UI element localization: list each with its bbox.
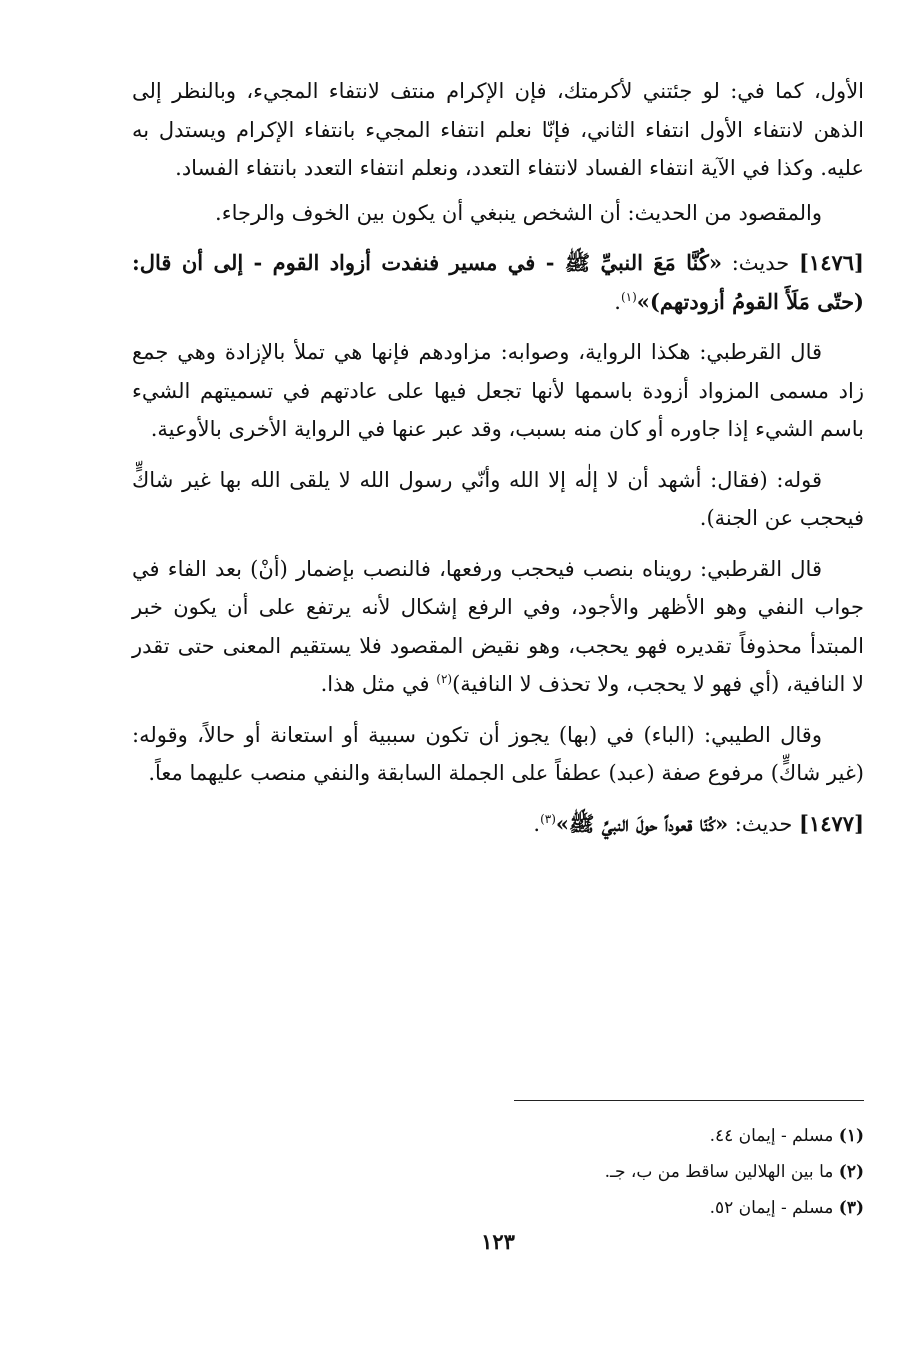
hadith-text: «كُنَّا مَعَ النبيِّ ﷺ - في مسير فنفدت أزواد القوم - إلى أن قال: (حتّى مَلَأَ القومُ أزودتهم)» bbox=[132, 250, 864, 314]
paragraph-intro: الأول، كما في: لو جئتني لأكرمتك، فإن الإكرام منتف لانتفاء المجيء، وبالنظر إلى الذهن لانتفاء الأول انتفاء الثاني، فإنّا نعلم انتفاء المجيء بانتفاء الإكرام ويستدل به عليه. وكذا في الآية انتفاء الفساد لانتفاء التعدد، ونعلم انتفاء التعدد بانتفاء الفساد. bbox=[132, 79, 864, 180]
footnote-2 bbox=[132, 1154, 864, 1190]
qurtubi-2-tail: في مثل هذا. bbox=[320, 672, 437, 696]
footnote-ref-3: (٣) bbox=[540, 811, 556, 826]
footnotes bbox=[132, 1118, 864, 1226]
paragraph-hadith-purpose: والمقصود من الحديث: أن الشخص ينبغي أن يكون بين الخوف والرجاء. bbox=[215, 200, 822, 225]
hadith-lead: حديث: bbox=[734, 811, 793, 836]
footnote-1 bbox=[132, 1118, 864, 1154]
page-number: ١٢٣ bbox=[481, 1229, 515, 1254]
paragraph-qurtubi-2 bbox=[132, 550, 864, 704]
footnote-ref-2: (٢) bbox=[436, 672, 453, 686]
page-body bbox=[132, 72, 864, 1254]
footnote-number: (١) bbox=[838, 1126, 864, 1146]
hadith-text: «كُنّا قعوداً حولَ النبيِّ ﷺ» bbox=[555, 810, 729, 836]
footnote-number: (٢) bbox=[838, 1162, 864, 1182]
footnote-text: ما بين الهلالين ساقط من ب، جـ. bbox=[604, 1162, 834, 1182]
hadith-number: [١٤٧٧] bbox=[799, 810, 864, 836]
hadith-end: . bbox=[614, 289, 621, 314]
hadith-number: [١٤٧٦] bbox=[798, 250, 864, 275]
hadith-end: . bbox=[533, 811, 541, 836]
paragraph-qurtubi-1: قال القرطبي: هكذا الرواية، وصوابه: مزاودهم فإنها هي تملأ بالإزادة وهي جمع زاد مسمى المزواد أزودة باسمها لأنها تجعل فيها على عادتهم في تسميتهم الشيء باسم الشيء إذا جاوره أو كان منه بسبب، وقد عبر عنها في الرواية الأخرى بالأوعية. bbox=[132, 340, 864, 441]
paragraph-tibi: وقال الطيبي: (الباء) في (بها) يجوز أن تكون سببية أو استعانة أو حالاً، وقوله: (غير شاكٍّ) مرفوع صفة (عبد) عطفاً على الجملة السابقة والنفي منصب عليهما معاً. bbox=[132, 722, 864, 785]
hadith-1477 bbox=[132, 805, 864, 844]
footnote-text: مسلم - إيمان ٤٤. bbox=[709, 1126, 834, 1146]
hadith-lead: حديث: bbox=[731, 251, 790, 275]
hadith-1476 bbox=[132, 244, 864, 321]
qurtubi-2-text: قال القرطبي: رويناه بنصب فيحجب ورفعها، فالنصب بإضمار (أنْ) بعد الفاء في جواب النفي وهو الأظهر والأجود، وفي الرفع إشكال لأنه يرتفع على أن يكون خبر المبتدأ محذوفاً تقديره فهو يحجب، وهو نقيض المقصود فلا يستقيم المعنى حتى تقدر لا النافية، (أي فهو لا يحجب، ولا تحذف لا النافية) bbox=[132, 556, 864, 696]
footnote-ref-1: (١) bbox=[620, 289, 637, 304]
footnote-text: مسلم - إيمان ٥٢. bbox=[709, 1198, 834, 1218]
paragraph-qawluhu: قوله: (فقال: أشهد أن لا إلٰه إلا الله وأنّي رسول الله لا يلقى الله بها غير شاكٍّ فيحجب عن الجنة). bbox=[132, 467, 864, 530]
footnote-number: (٣) bbox=[838, 1198, 864, 1218]
footnote-3 bbox=[132, 1190, 864, 1226]
footnote-divider bbox=[514, 1100, 864, 1101]
